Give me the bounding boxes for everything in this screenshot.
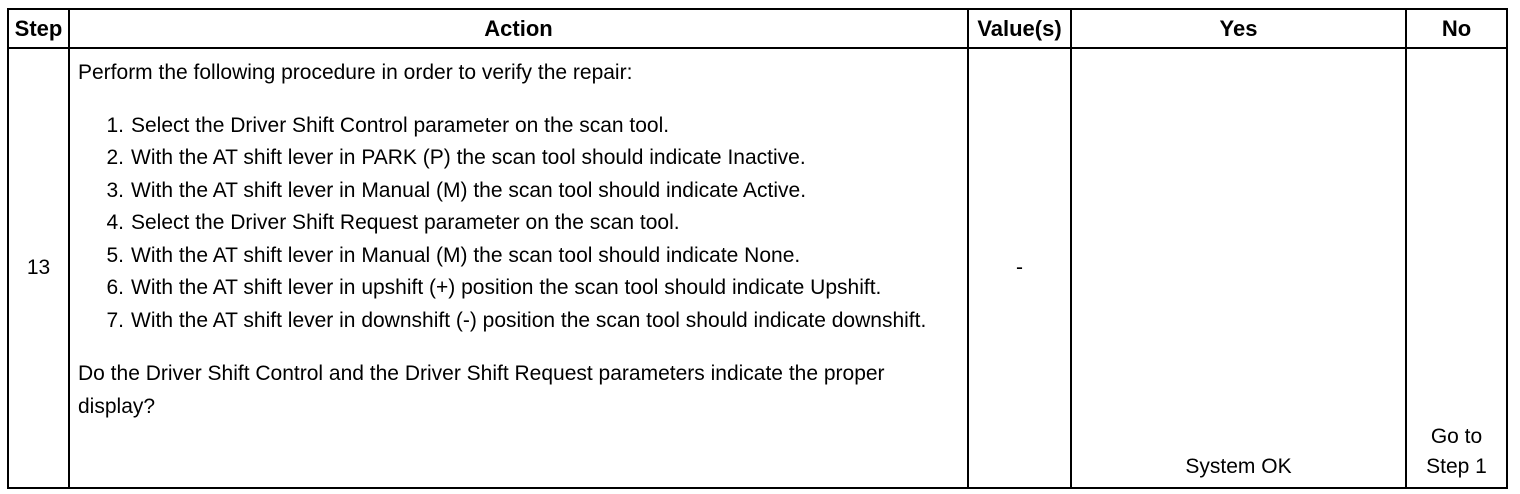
procedure-step — [78, 142, 959, 175]
action-intro: Perform the following procedure in order to verify the repair: — [78, 61, 633, 84]
procedure-step — [78, 240, 959, 273]
value-cell: - — [968, 48, 1071, 488]
header-action: Action — [69, 9, 968, 48]
header-no: No — [1406, 9, 1507, 48]
step-index: 2. — [106, 146, 124, 169]
table-row — [8, 48, 1507, 488]
header-values: Value(s) — [968, 9, 1071, 48]
step-text: With the AT shift lever in PARK (P) the scan tool should indicate Inactive. — [131, 146, 806, 169]
action-question: Do the Driver Shift Control and the Driver Shift Request parameters indicate the proper display? — [78, 362, 885, 418]
procedure-list — [78, 110, 959, 338]
action-cell — [69, 48, 968, 488]
header-row — [8, 9, 1507, 48]
procedure-step — [78, 110, 959, 143]
header-step: Step — [8, 9, 69, 48]
step-text: With the AT shift lever in upshift (+) position the scan tool should indicate Upshift. — [131, 276, 882, 299]
procedure-step — [78, 207, 959, 240]
step-index: 7. — [106, 308, 124, 332]
step-index: 3. — [106, 178, 124, 202]
step-index: 1. — [106, 113, 124, 137]
procedure-step — [78, 272, 959, 305]
no-cell — [1406, 48, 1507, 488]
header-yes: Yes — [1071, 9, 1406, 48]
procedure-step — [78, 175, 959, 208]
step-index: 5. — [106, 243, 124, 267]
step-text: With the AT shift lever in Manual (M) the scan tool should indicate Active. — [131, 178, 807, 202]
step-number: 13 — [8, 48, 69, 488]
no-action — [1426, 422, 1487, 482]
no-line-2: Step 1 — [1426, 454, 1487, 478]
step-index: 6. — [106, 276, 124, 299]
step-text: With the AT shift lever in Manual (M) the scan tool should indicate None. — [131, 243, 801, 267]
no-line-1: Go to — [1430, 424, 1483, 448]
step-text: Select the Driver Shift Control parameter on the scan tool. — [131, 113, 670, 137]
step-index: 4. — [106, 211, 124, 234]
step-text: With the AT shift lever in downshift (-) position the scan tool should indicate downshift. — [131, 308, 927, 332]
procedure-step — [78, 305, 959, 338]
yes-cell: System OK — [1071, 48, 1406, 488]
step-text: Select the Driver Shift Request parameter on the scan tool. — [131, 211, 680, 234]
diagnostic-table — [7, 8, 1508, 489]
